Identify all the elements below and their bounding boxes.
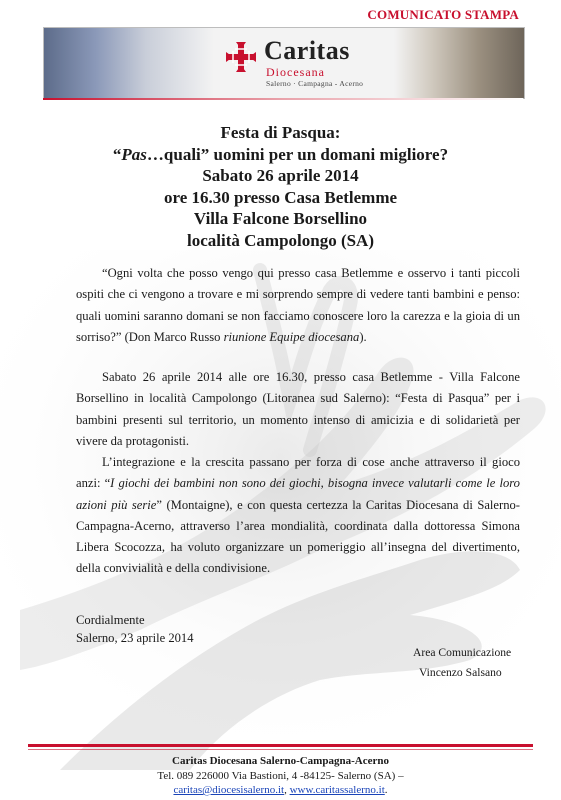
footer-org: Caritas Diocesana Salerno-Campagna-Acerno	[172, 755, 389, 767]
greeting: Cordialmente	[76, 613, 145, 627]
banner-rule	[43, 98, 523, 100]
email-link[interactable]: caritas@diocesisalerno.it	[173, 784, 285, 796]
press-release-label: COMUNICATO STAMPA	[367, 7, 519, 22]
cathedral-photo	[394, 28, 524, 98]
footer-address: Tel. 089 226000 Via Bastioni, 4 -84125- Salerno (SA) –	[157, 769, 404, 782]
logo-subtitle: Diocesana	[266, 65, 325, 79]
logo-dioceses: Salerno · Campagna - Acerno	[266, 79, 364, 88]
caritas-logo	[224, 36, 384, 92]
title-line-1: Festa di Pasqua:	[220, 123, 341, 142]
place-date: Salerno, 23 aprile 2014	[76, 631, 194, 645]
signature	[413, 643, 511, 683]
closing	[76, 611, 194, 647]
paragraph-event: Sabato 26 aprile 2014 alle ore 16.30, presso casa Betlemme - Villa Falcone Borsellino in località Campolongo (Litoranea sud Salerno): “Festa di Pasqua” per i bambini presenti sul territorio, un momento intenso di amicizia e di solidarietà per vivere da protagonisti.	[76, 370, 520, 448]
paragraph-integration: L’integrazione e la crescita passano per forza di cose anche attraverso il gioco anzi: “I giochi dei bambini non sono dei giochi, bisogna invece valutarli come le loro azioni più serie” (Montaigne), e con questa certezza la Caritas Diocesana di Salerno-Campagna-Acerno, attraverso l’area mondialità, coordinata dalla dottoressa Simona Libera Scocozza, ha voluto organizzare un pomeriggio all’insegna del divertimento, della convivialità e della condivisione.	[76, 455, 520, 576]
title-line-5: Villa Falcone Borsellino	[193, 209, 368, 228]
header-banner	[43, 27, 525, 99]
caritas-cross-icon	[224, 40, 258, 74]
signature-name: Vincenzo Salsano	[419, 666, 502, 679]
title-line-6: località Campolongo (SA)	[187, 230, 374, 250]
footer-contacts: caritas@diocesisalerno.it, www.caritassalerno.it.	[173, 784, 388, 796]
event-title	[40, 122, 521, 251]
paragraph-quote: “Ogni volta che posso vengo qui presso casa Betlemme e osservo i tanti piccoli ospiti che ci vengono a trovare e mi sorprendo sempre di vedere tanti bambini e penso: quali uomini saranno domani se non facciamo conoscere loro la carezza e la gioia di un sorriso?” (Don Marco Russo riunione Equipe diocesana).	[76, 266, 520, 344]
signature-department: Area Comunicazione	[413, 646, 512, 659]
logo-wordmark: Caritas	[264, 36, 350, 65]
title-line-4: ore 16.30 presso Casa Betlemme	[163, 187, 398, 207]
website-link[interactable]: www.caritassalerno.it	[289, 784, 385, 796]
title-line-2: “Pas…quali” uomini per un domani migliore?	[112, 144, 449, 164]
footer-rule-top	[28, 744, 533, 747]
children-globe-photo	[44, 28, 214, 98]
title-line-3: Sabato 26 aprile 2014	[202, 166, 359, 185]
footer	[0, 754, 561, 798]
footer-rule-bottom	[28, 749, 533, 750]
